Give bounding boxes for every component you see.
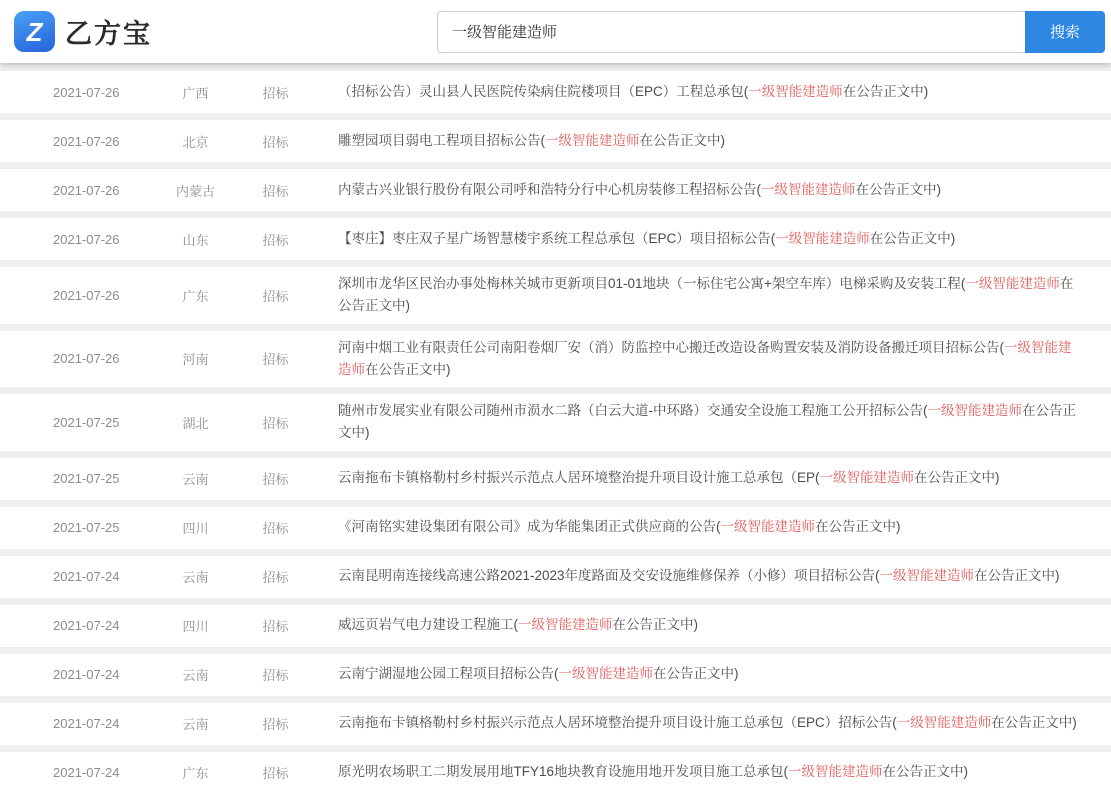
row-type: 招标	[262, 472, 289, 488]
row-title-highlight: 一级智能建造师	[518, 617, 613, 633]
row-title-text: 云南宁湖湿地公园工程项目招标公告(	[338, 666, 559, 682]
row-title-link[interactable]	[338, 273, 1111, 318]
row-province: 云南	[182, 472, 209, 488]
row-title-text: 深圳市龙华区民治办事处梅林关城市更新项目01-01地块（一标住宅公寓+架空车库）电梯采购及安装工程(	[338, 276, 966, 291]
row-title-suffix: 在公告正文中)	[855, 181, 941, 197]
row-type: 招标	[262, 717, 289, 733]
row-province: 四川	[182, 619, 209, 635]
row-date: 2021-07-24	[53, 569, 120, 585]
row-province: 四川	[182, 521, 209, 537]
row-title-text: 内蒙古兴业银行股份有限公司呼和浩特分行中心机房装修工程招标公告(	[338, 181, 761, 197]
row-title-text: 云南拖布卡镇格勒村乡村振兴示范点人居环境整治提升项目设计施工总承包（EP(	[338, 470, 820, 486]
row-title-highlight: 一级智能建造师	[720, 519, 815, 535]
row-title-highlight: 一级智能建造师	[748, 83, 843, 99]
row-type: 招标	[262, 619, 289, 635]
row-title-highlight: 一级智能建造师	[819, 470, 915, 486]
row-date: 2021-07-25	[53, 520, 120, 536]
row-title-link[interactable]	[338, 565, 1111, 587]
row-date: 2021-07-24	[53, 765, 120, 781]
table-row[interactable]	[0, 218, 1111, 260]
row-province: 云南	[182, 668, 209, 684]
row-title-suffix: 在公告正文中)	[639, 132, 725, 148]
row-date: 2021-07-26	[53, 231, 120, 247]
row-title-highlight: 一级智能建造师	[788, 764, 883, 780]
row-title-link[interactable]	[338, 516, 1111, 538]
brand-title: 乙方宝	[65, 19, 152, 49]
row-title-link[interactable]	[338, 81, 1111, 103]
row-title-text: 原光明农场职工二期发展用地TFY16地块教育设施用地开发项目施工总承包(	[338, 764, 789, 780]
row-date: 2021-07-26	[53, 182, 120, 198]
row-title-text: 《河南铭实建设集团有限公司》成为华能集团正式供应商的公告(	[338, 519, 721, 535]
row-title-text: 云南拖布卡镇格勒村乡村振兴示范点人居环境整治提升项目设计施工总承包（EPC）招标公告(	[338, 715, 897, 731]
row-province: 广东	[182, 288, 209, 304]
row-type: 招标	[262, 766, 289, 782]
search-input[interactable]	[437, 11, 1025, 53]
row-type: 招标	[262, 134, 289, 150]
row-title-highlight: 一级智能建造师	[879, 568, 975, 584]
row-title-text: 随州市发展实业有限公司随州市涢水二路（白云大道-中环路）交通安全设施工程施工公开招标公告(	[338, 403, 928, 419]
row-type: 招标	[262, 570, 289, 586]
row-title-highlight: 一级智能建造师	[558, 666, 653, 682]
row-title-link[interactable]	[338, 228, 1111, 250]
row-type: 招标	[262, 415, 289, 431]
table-row[interactable]	[0, 71, 1111, 113]
row-title-link[interactable]	[338, 400, 1111, 445]
brand-logo-icon[interactable]: Z	[14, 11, 55, 52]
row-province: 湖北	[182, 415, 209, 431]
row-title-text: 云南昆明南连接线高速公路2021-2023年度路面及交安设施维修保养（小修）项目招标公告(	[338, 568, 880, 584]
row-date: 2021-07-25	[53, 471, 120, 487]
row-title-suffix: 在公告正文中)	[869, 230, 956, 246]
row-title-link[interactable]	[338, 130, 1111, 152]
table-row[interactable]	[0, 703, 1111, 745]
row-title-suffix: 在公告正文中)	[338, 276, 1074, 314]
row-province: 内蒙古	[175, 183, 215, 199]
row-date: 2021-07-24	[53, 618, 120, 634]
row-date: 2021-07-25	[53, 414, 120, 430]
row-title-link[interactable]	[338, 712, 1111, 734]
table-row[interactable]	[0, 267, 1111, 324]
row-title-text: 威远页岩气电力建设工程施工(	[338, 617, 518, 633]
table-row[interactable]	[0, 169, 1111, 211]
row-province: 云南	[182, 570, 209, 586]
row-date: 2021-07-24	[53, 667, 120, 683]
row-title-highlight: 一级智能建造师	[775, 230, 870, 246]
table-row[interactable]	[0, 654, 1111, 696]
search-bar	[437, 11, 1105, 53]
row-title-suffix: 在公告正文中)	[842, 83, 929, 99]
table-row[interactable]	[0, 120, 1111, 162]
table-row[interactable]	[0, 556, 1111, 598]
search-button[interactable]: 搜索	[1025, 11, 1105, 53]
top-header	[0, 0, 1111, 63]
row-type: 招标	[262, 85, 289, 101]
row-date: 2021-07-24	[53, 716, 120, 732]
row-title-suffix: 在公告正文中)	[882, 764, 969, 780]
row-province: 广东	[182, 766, 209, 782]
row-date: 2021-07-26	[53, 351, 120, 367]
table-row[interactable]	[0, 331, 1111, 388]
row-title-text: 河南中烟工业有限责任公司南阳卷烟厂安（消）防监控中心搬迁改造设备购置安装及消防设备搬迁项目招标公告(	[338, 339, 1004, 355]
row-title-suffix: 在公告正文中)	[653, 666, 739, 682]
row-title-text: 雕塑园项目弱电工程项目招标公告(	[338, 132, 545, 148]
row-province: 山东	[182, 232, 209, 248]
table-row[interactable]	[0, 605, 1111, 647]
row-title-link[interactable]	[338, 337, 1111, 382]
row-province: 云南	[182, 717, 209, 733]
row-title-text: 【枣庄】枣庄双子星广场智慧楼宇系统工程总承包（EPC）项目招标公告(	[338, 230, 776, 246]
row-title-suffix: 在公告正文中)	[365, 361, 451, 377]
row-date: 2021-07-26	[53, 287, 120, 303]
row-title-suffix: 在公告正文中)	[815, 519, 901, 535]
row-type: 招标	[262, 288, 289, 304]
row-type: 招标	[262, 668, 289, 684]
row-title-suffix: 在公告正文中)	[612, 617, 698, 633]
table-row[interactable]	[0, 394, 1111, 451]
header-divider	[0, 63, 1111, 71]
table-row[interactable]	[0, 507, 1111, 549]
row-title-highlight: 一级智能建造师	[761, 181, 856, 197]
row-title-text: （招标公告）灵山县人民医院传染病住院楼项目（EPC）工程总承包(	[338, 83, 749, 99]
row-title-highlight: 一级智能建造师	[965, 276, 1060, 291]
row-title-highlight: 一级智能建造师	[545, 132, 640, 148]
row-title-highlight: 一级智能建造师	[338, 339, 1072, 377]
row-type: 招标	[262, 521, 289, 537]
row-title-suffix: 在公告正文中)	[914, 470, 1000, 486]
table-row[interactable]	[0, 752, 1111, 794]
row-province: 河南	[182, 352, 209, 368]
row-type: 招标	[262, 352, 289, 368]
results-list	[0, 71, 1111, 794]
row-title-suffix: 在公告正文中)	[991, 715, 1077, 731]
row-title-highlight: 一级智能建造师	[927, 403, 1022, 419]
row-type: 招标	[262, 183, 289, 199]
table-row[interactable]	[0, 458, 1111, 500]
row-title-link[interactable]	[338, 614, 1111, 636]
row-title-link[interactable]	[338, 663, 1111, 685]
row-province: 北京	[182, 134, 209, 150]
row-title-link[interactable]	[338, 179, 1111, 201]
row-type: 招标	[262, 232, 289, 248]
row-province: 广西	[182, 85, 209, 101]
row-title-link[interactable]	[338, 761, 1111, 783]
row-title-suffix: 在公告正文中)	[338, 403, 1076, 441]
row-date: 2021-07-26	[53, 84, 120, 100]
row-title-link[interactable]	[338, 467, 1111, 489]
row-title-suffix: 在公告正文中)	[974, 568, 1060, 584]
row-date: 2021-07-26	[53, 133, 120, 149]
row-title-highlight: 一级智能建造师	[896, 715, 992, 731]
